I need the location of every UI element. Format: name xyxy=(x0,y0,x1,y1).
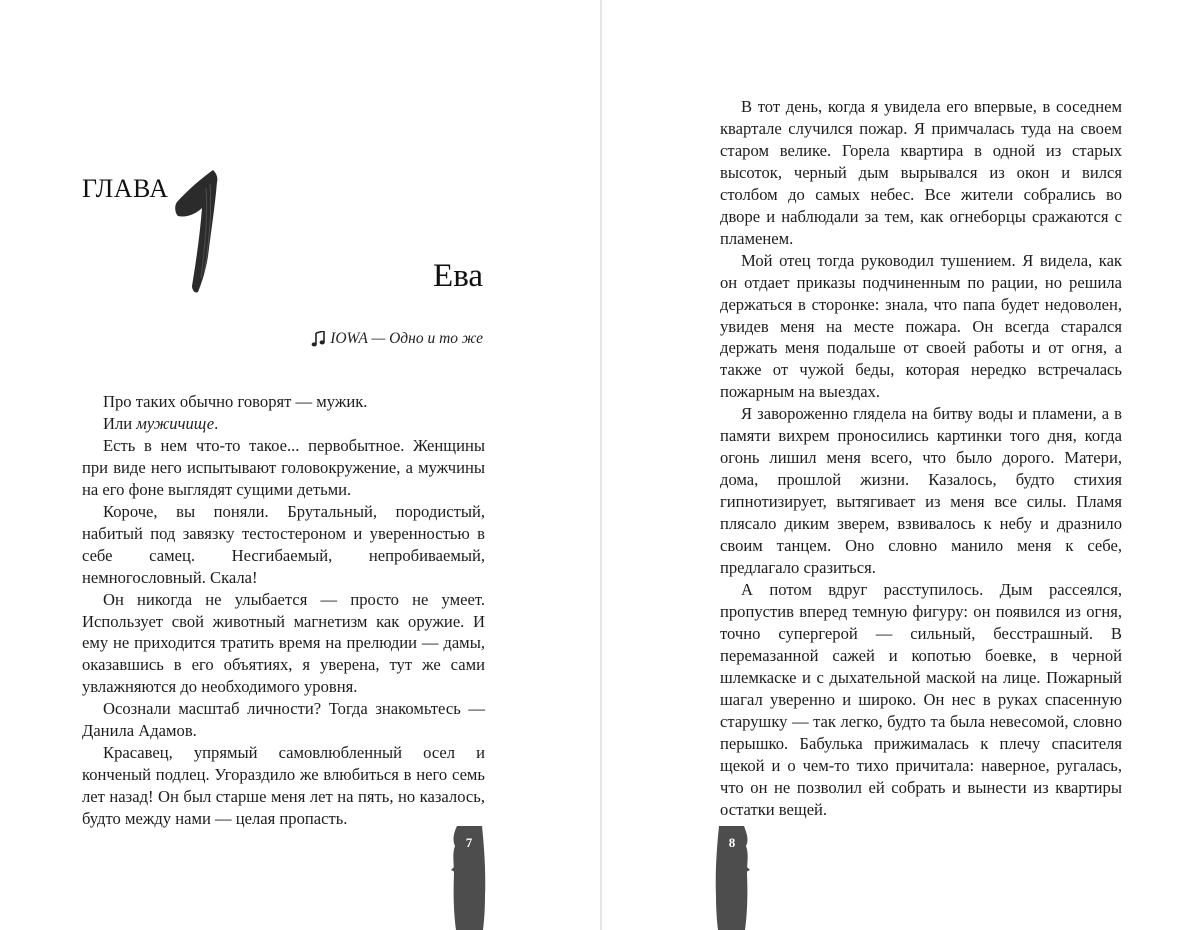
paragraph xyxy=(82,698,485,742)
page-number: 7 xyxy=(465,835,473,850)
paragraph: В тот день, когда я увидела его впервые, в соседнем квартале случился пожар. Я примчалась туда на своем старом велике. Горела квартира в одной из старых высоток, черный дым вырывался из окон и вился столбом до самых небес. Все жители собрались во дворе и наблюдали за тем, как огнеборцы сражаются с пламенем. xyxy=(720,97,1122,248)
emphasis-text: мужичище xyxy=(136,413,215,433)
paragraph-text: Или xyxy=(103,413,137,433)
page-number-tab xyxy=(714,826,750,930)
right-page xyxy=(602,0,1204,930)
song-epigraph xyxy=(311,330,483,348)
paragraph-text: Он никогда не улыбается — просто не умеет. Использует свой животный магнетизм как оружие. И ему не приходится тратить время на прелюдии — дамы, оказавшись в его объятиях, я уверена, тут же сами увлажняются до необходимого уровня. xyxy=(82,589,485,697)
paragraph xyxy=(82,589,485,699)
chapter-number-glyph xyxy=(170,168,230,296)
right-body-text xyxy=(720,96,1122,820)
paragraph-text: Есть в нем что-то такое... первобытное. Женщины при виде него испытывают головокружение, а мужчины на его фоне выглядят сущими детьми. xyxy=(82,435,485,499)
paragraph-text: Про таких обычно говорят — мужик. xyxy=(103,392,368,411)
paragraph-text: Короче, вы поняли. Брутальный, породистый, набитый под завязку тестостероном и уверенностью в себе самец. Несгибаемый, непробиваемый, немногословный. Скала! xyxy=(82,501,485,587)
song-title: IOWA — Одно и то же xyxy=(330,330,483,347)
paragraph-text: Красавец, упрямый самовлюбленный осел и конченый подлец. Угораздило же влюбиться в него семь лет назад! Он был старше меня лет на пять, но казалось, будто между нами — целая пропасть. xyxy=(82,743,485,829)
paragraph: А потом вдруг расступилось. Дым рассеялся, пропустив вперед темную фигуру: он появился из огня, точно супергерой — сильный, бесстрашный. В перемазанной сажей и копотью боевке, в черной шлемкаске и с дыхательной маской на лице. Пожарный шагал уверенно и широко. Он нес в руках спасенную старушку — так легко, будто та была невесомой, словно перышко. Бабулька прижималась к плечу спасителя щекой и о чем-то тихо причитала: наверное, ругалась, что он не позволил ей собрать и вынести из квартиры остатки вещей. xyxy=(720,579,1122,819)
paragraph: Я завороженно глядела на битву воды и пламени, а в памяти вихрем проносились картинки того дня, когда огонь лишил меня всего, что было дорого. Матери, дома, прошлой жизни. Казалось, будто стихия гипнотизирует, вытягивает из меня все силы. Пламя плясало диким зверем, взвивалось к небу и дразнило своим танцем. Оно словно манило меня к себе, предлагало сразиться. xyxy=(720,404,1122,578)
left-body-text xyxy=(82,391,485,830)
chapter-title: Ева xyxy=(433,258,483,294)
page-number-tab xyxy=(451,826,487,930)
page-number: 8 xyxy=(728,835,736,850)
paragraph xyxy=(82,413,485,435)
paragraph xyxy=(82,391,485,413)
paragraph-text: . xyxy=(214,413,219,433)
chapter-label: ГЛАВА xyxy=(82,174,169,203)
paragraph: Мой отец тогда руководил тушением. Я видела, как он отдает приказы подчиненным по рации, но решила держаться в сторонке: знала, что папа будет недоволен, увидев меня на месте пожара. Он всегда старался держать меня подальше от своей работы и от огня, а также от чужой беды, которая нередко встречалась пожарным на выездах. xyxy=(720,250,1122,402)
chapter-number xyxy=(170,168,230,296)
paragraph xyxy=(82,435,485,501)
paragraph xyxy=(82,742,485,830)
paragraph xyxy=(82,501,485,589)
music-note-icon xyxy=(311,331,325,347)
paragraph-text: Осознали масштаб личности? Тогда знакомьтесь — Данила Адамов. xyxy=(82,699,485,741)
left-page xyxy=(0,0,601,930)
